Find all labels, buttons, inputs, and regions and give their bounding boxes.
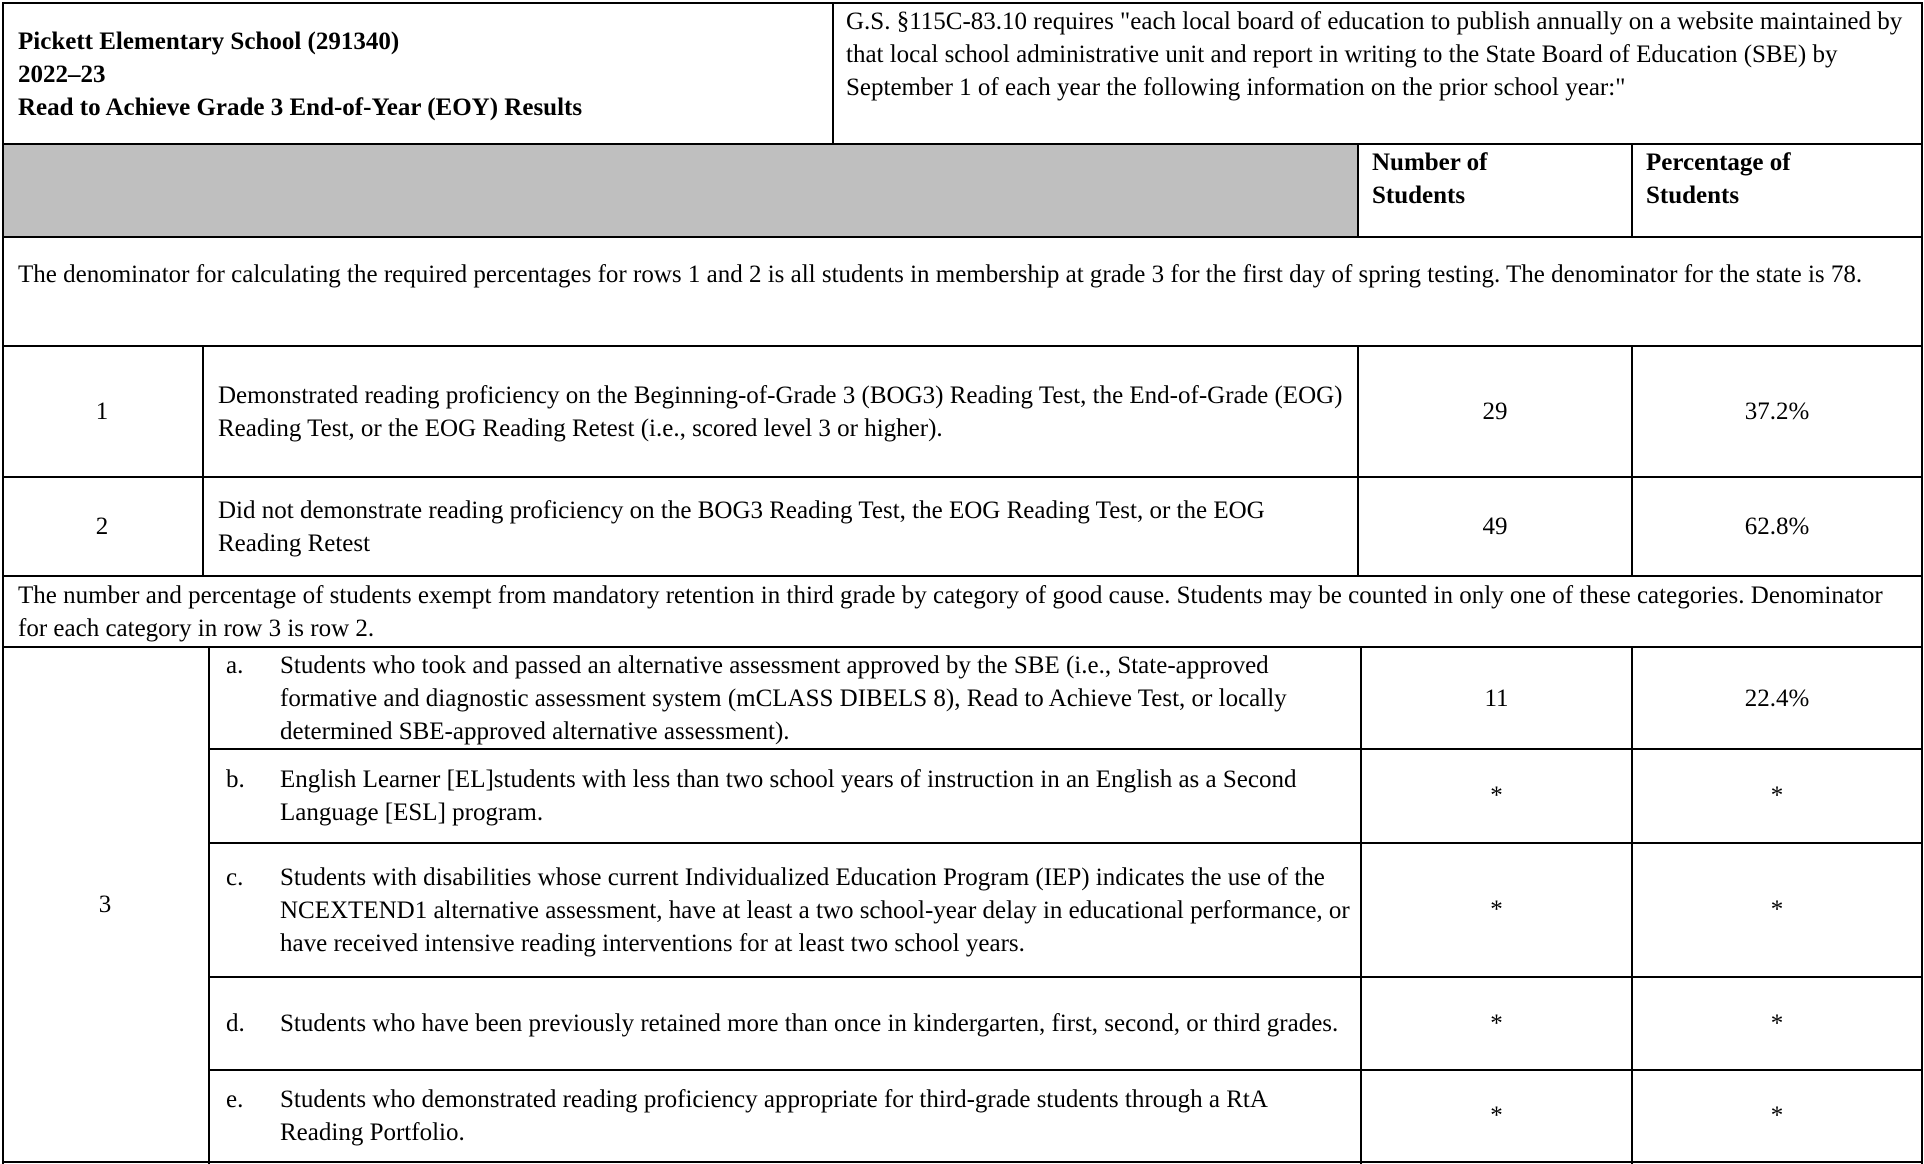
row-3d-number: * xyxy=(1490,1009,1503,1037)
column-header-percentage: Percentage of Students xyxy=(1646,149,1791,209)
row-number-2: 2 xyxy=(95,512,109,540)
header-shaded-cell xyxy=(3,145,1357,237)
school-year: 2022–23 xyxy=(18,61,106,88)
row-number-1: 1 xyxy=(95,397,109,425)
note-rows-1-2: The denominator for calculating the required percentages for rows 1 and 2 is all students in membership at grade 3 for the first day of spring testing. The denominator for the state is 78. xyxy=(18,261,1863,288)
row-3d-text: Students who have been previously retained more than once in kindergarten, first, second, or third grades. xyxy=(280,1010,1339,1037)
row-3c-number: * xyxy=(1490,896,1503,923)
row-3b-text: English Learner [EL]students with less than two school years of instruction in an English as a Second Language [ESL] program. xyxy=(280,766,1297,826)
row-3e-description xyxy=(226,1071,1350,1161)
row-3a-percentage: 22.4% xyxy=(1744,685,1810,712)
row-3c-percentage: * xyxy=(1770,896,1784,923)
row-description-2-text: Did not demonstrate reading proficiency on the BOG3 Reading Test, the EOG Reading Test, or the EOG Reading Retest xyxy=(218,496,1265,557)
row-3a-number: 11 xyxy=(1484,685,1509,712)
row-3a-description xyxy=(226,648,1350,748)
row-3b-letter: b. xyxy=(226,766,245,793)
row-description-1 xyxy=(218,347,1348,476)
row-3e-number: * xyxy=(1490,1102,1503,1129)
row-3c-text: Students with disabilities whose current Individualized Education Program (IEP) indicates the use of the NCEXTEND1 alternative assessment, have at least a two school-year delay in educational performance, or have received intensive reading interventions for at least two school years. xyxy=(280,863,1350,957)
column-header-number: Number of Students xyxy=(1372,149,1488,209)
row-percentage-2: 62.8% xyxy=(1744,512,1810,540)
row-3c-description xyxy=(226,844,1350,976)
row-3d-percentage: * xyxy=(1770,1009,1784,1037)
row-3d-description xyxy=(226,978,1350,1069)
row-3a-text: Students who took and passed an alternative assessment approved by the SBE (i.e., State-approved formative and diagnostic assessment system (mCLASS DIBELS 8), Read to Achieve Test, or locally determined SBE-approved alternative assessment). xyxy=(280,651,1287,745)
row-3b-percentage: * xyxy=(1770,782,1784,809)
row-3e-letter: e. xyxy=(226,1086,244,1113)
note-row-3: The number and percentage of students exempt from mandatory retention in third grade by category of good cause. Students may be counted in only one of these categories. Denominator for each category in row 3 is row 2. xyxy=(18,582,1883,642)
report-title: Read to Achieve Grade 3 End-of-Year (EOY) Results xyxy=(18,94,583,121)
row-3a-letter: a. xyxy=(226,651,244,679)
row-number-of-students-1: 29 xyxy=(1482,397,1508,425)
row-percentage-1: 37.2% xyxy=(1744,397,1810,425)
row-3b-number: * xyxy=(1490,782,1503,809)
school-name: Pickett Elementary School (291340) xyxy=(18,28,400,55)
row-3e-percentage: * xyxy=(1770,1102,1784,1129)
report-heading xyxy=(18,25,818,124)
row-3b-description xyxy=(226,750,1350,842)
row-3e-text: Students who demonstrated reading proficiency appropriate for third-grade students through a RtA Reading Portfolio. xyxy=(280,1086,1267,1146)
row-number-of-students-2: 49 xyxy=(1482,512,1508,540)
statute-text: G.S. §115C-83.10 requires "each local board of education to publish annually on a website maintained by that local school administrative unit and report in writing to the State Board of Education (SBE) by September 1 of each year the following information on the prior school year:" xyxy=(846,8,1903,101)
row-3d-letter: d. xyxy=(226,1010,245,1037)
row-description-1-text: Demonstrated reading proficiency on the Beginning-of-Grade 3 (BOG3) Reading Test, the End-of-Grade (EOG) Reading Test, or the EOG Reading Retest (i.e., scored level 3 or higher). xyxy=(218,381,1343,442)
row-description-2 xyxy=(218,478,1348,575)
row-number-3: 3 xyxy=(98,890,112,918)
row-3c-letter: c. xyxy=(226,863,244,891)
